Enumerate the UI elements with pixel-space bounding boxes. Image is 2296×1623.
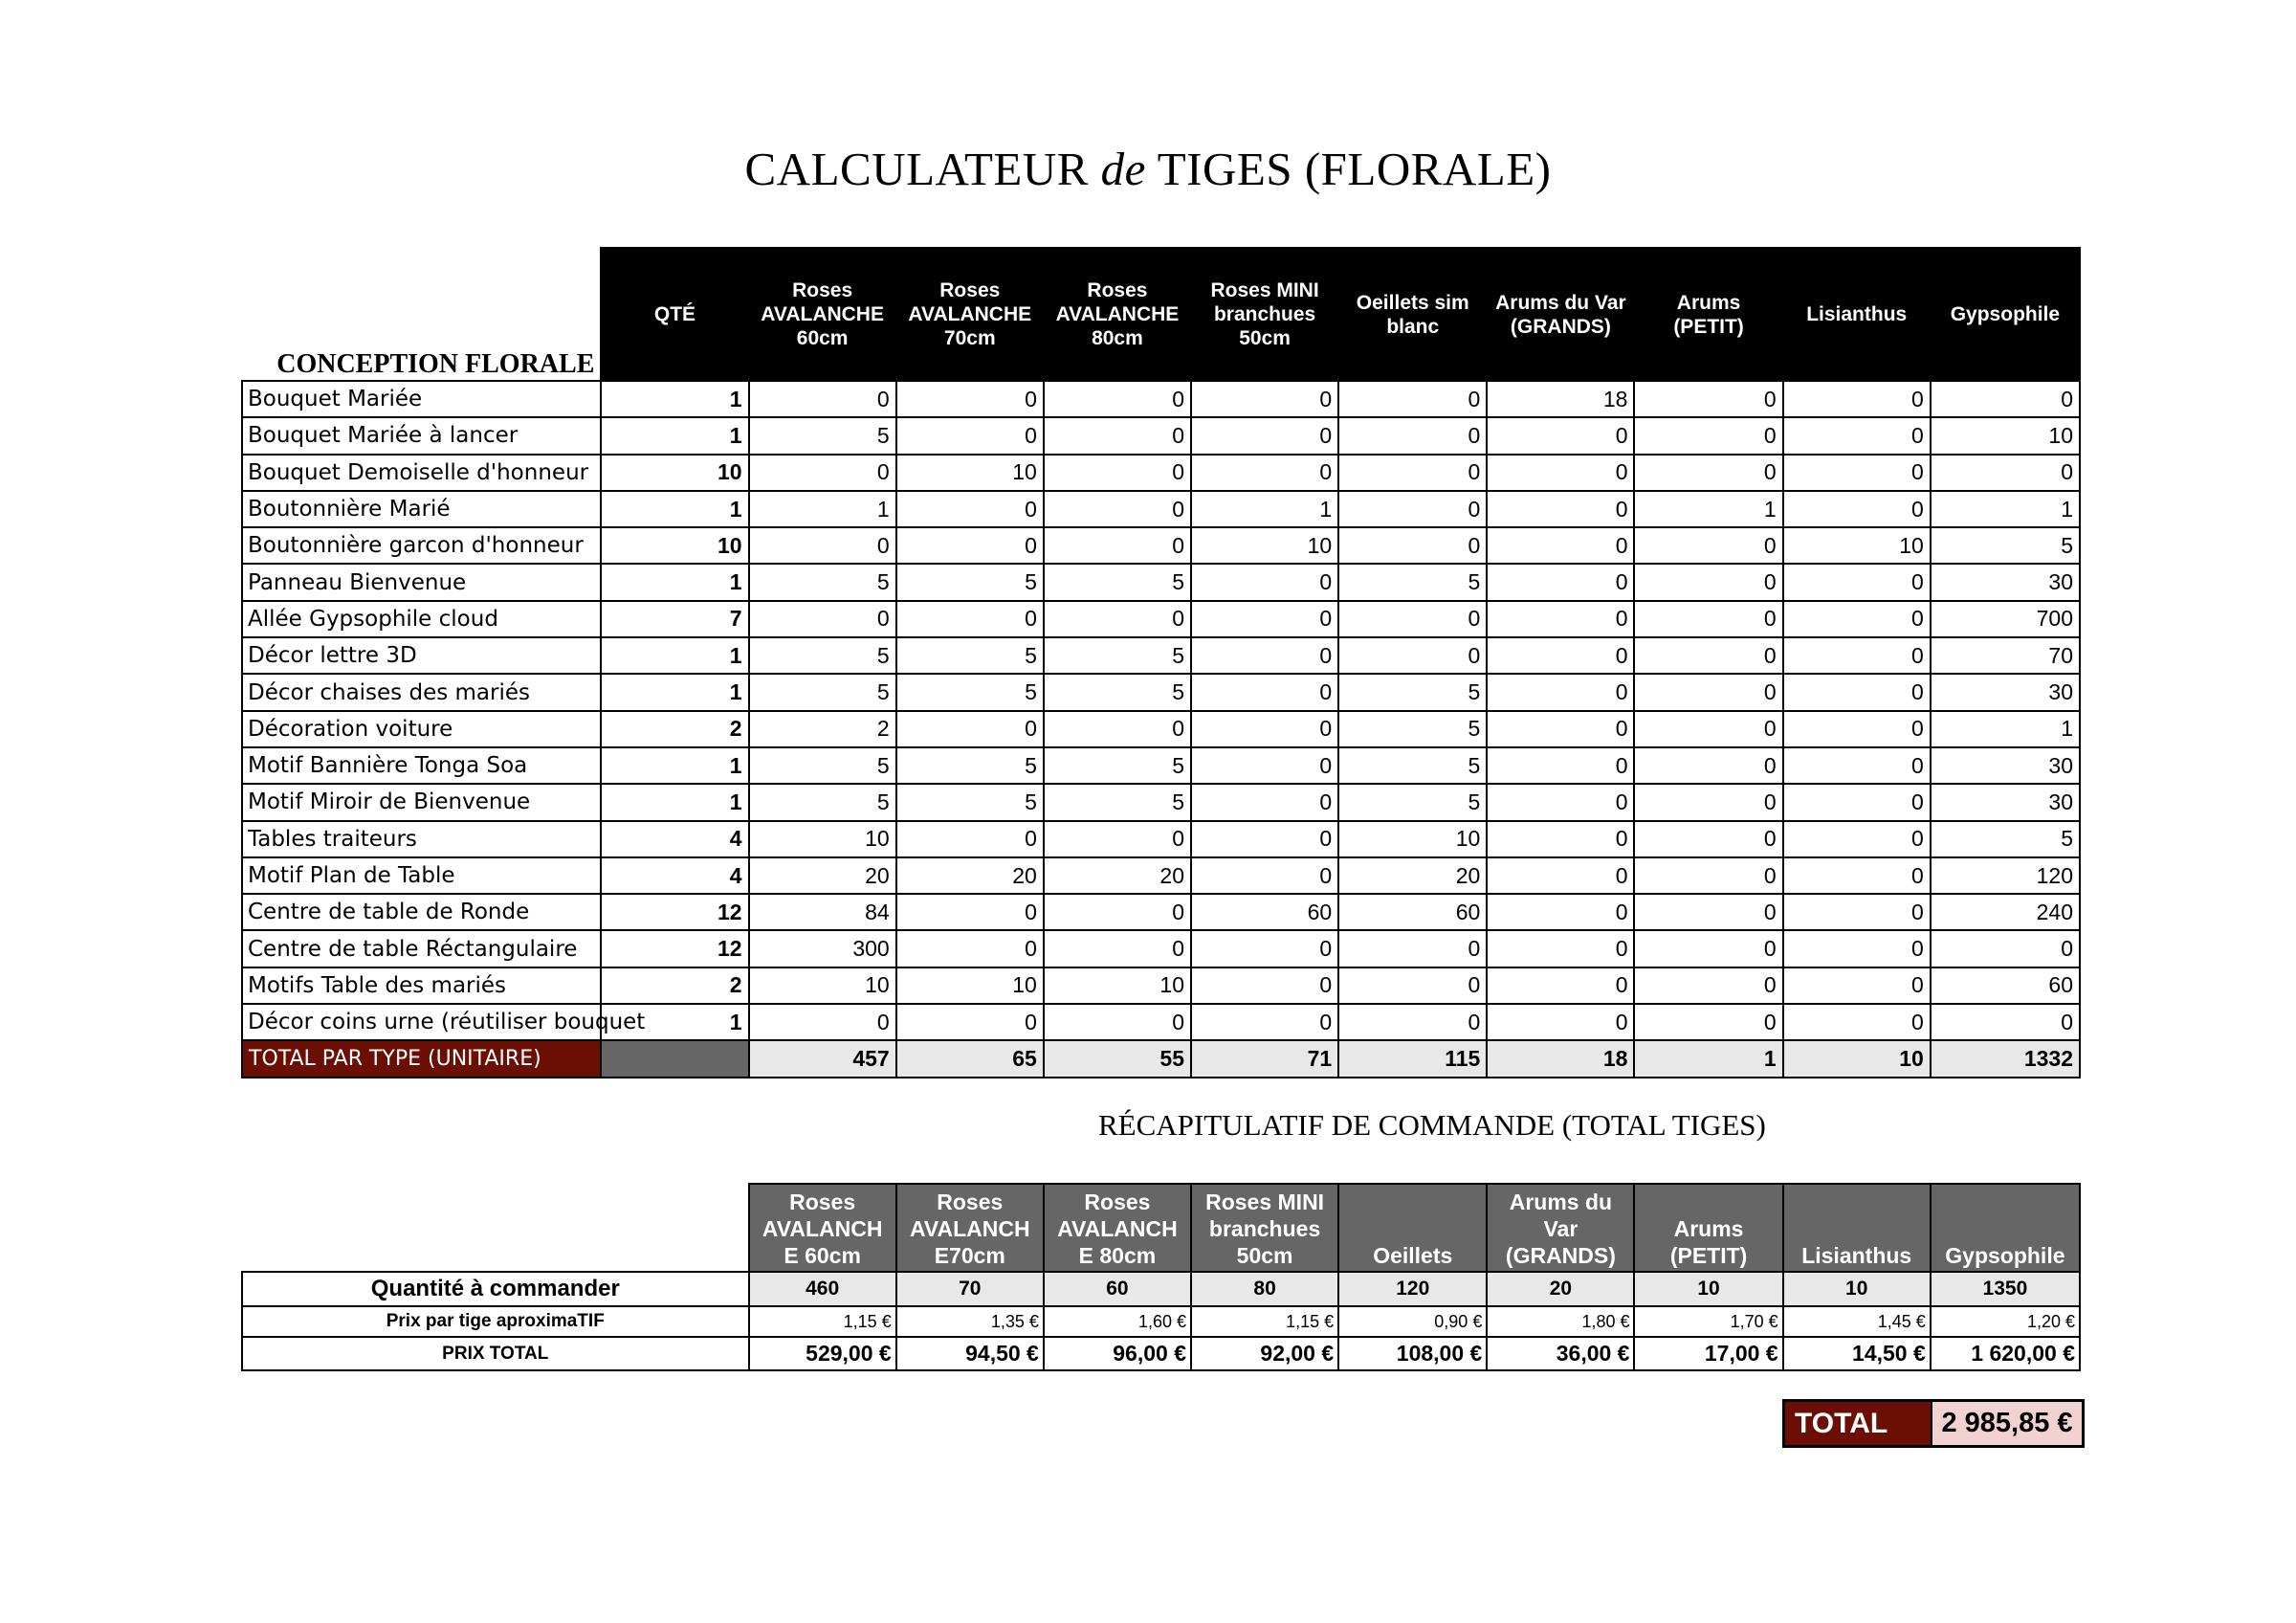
stem-count: 30 — [1931, 564, 2080, 600]
stem-count: 0 — [1783, 711, 1931, 747]
row-label: Bouquet Demoiselle d'honneur — [242, 455, 601, 491]
stem-count: 10 — [749, 967, 896, 1004]
stem-count: 84 — [749, 894, 896, 930]
stem-count: 1 — [1191, 491, 1338, 527]
total-row-label: TOTAL PAR TYPE (UNITAIRE) — [242, 1040, 601, 1077]
table-row — [242, 564, 2080, 600]
stem-count: 0 — [1783, 784, 1931, 820]
stem-count: 0 — [1191, 417, 1338, 454]
stem-count: 5 — [1338, 747, 1487, 784]
stem-count: 0 — [1783, 967, 1931, 1004]
stem-count: 0 — [1634, 417, 1782, 454]
unit-price: 1,70 € — [1634, 1306, 1782, 1337]
row-label: Tables traiteurs — [242, 821, 601, 857]
stem-count: 0 — [1338, 527, 1487, 564]
row-qty: 1 — [601, 784, 748, 820]
stem-count: 0 — [896, 1004, 1044, 1040]
grand-total-label: TOTAL — [1785, 1402, 1932, 1445]
summary-row-label: Quantité à commander — [242, 1272, 749, 1306]
stem-count: 0 — [1487, 857, 1634, 894]
unit-price: 1,35 € — [896, 1306, 1044, 1337]
stem-count: 60 — [1191, 894, 1338, 930]
row-label: Bouquet Mariée à lancer — [242, 417, 601, 454]
order-quantity: 460 — [749, 1272, 896, 1306]
stem-count: 5 — [896, 674, 1044, 710]
row-label: Décoration voiture — [242, 711, 601, 747]
row-qty: 7 — [601, 601, 748, 637]
row-label: Centre de table de Ronde — [242, 894, 601, 930]
summary-column-header: Gypsophile — [1931, 1184, 2080, 1272]
stems-table — [241, 247, 2081, 1078]
stem-count: 5 — [1044, 747, 1191, 784]
stem-count: 0 — [896, 527, 1044, 564]
row-label: Allée Gypsophile cloud — [242, 601, 601, 637]
stem-count: 0 — [1487, 564, 1634, 600]
row-qty: 12 — [601, 930, 748, 967]
stem-count: 10 — [1338, 821, 1487, 857]
table-row — [242, 527, 2080, 564]
summary-row-label: PRIX TOTAL — [242, 1337, 749, 1370]
stem-count: 0 — [1487, 674, 1634, 710]
summary-corner — [242, 1184, 749, 1272]
stem-count: 0 — [1634, 1004, 1782, 1040]
stem-count: 5 — [1931, 527, 2080, 564]
summary-column-header: Arums du Var (GRANDS) — [1487, 1184, 1634, 1272]
row-qty: 4 — [601, 821, 748, 857]
stem-count: 0 — [896, 821, 1044, 857]
stem-count: 20 — [749, 857, 896, 894]
row-label: Motif Miroir de Bienvenue — [242, 784, 601, 820]
stem-count: 0 — [1191, 674, 1338, 710]
stem-count: 0 — [1487, 784, 1634, 820]
table-row — [242, 455, 2080, 491]
table-row — [242, 601, 2080, 637]
stem-count: 0 — [1783, 417, 1931, 454]
summary-column-header: Roses AVALANCH E 60cm — [749, 1184, 896, 1272]
stem-count: 0 — [1634, 674, 1782, 710]
order-quantity: 10 — [1634, 1272, 1782, 1306]
order-quantity: 20 — [1487, 1272, 1634, 1306]
stem-count: 0 — [896, 491, 1044, 527]
stem-count: 1 — [1931, 491, 2080, 527]
row-qty: 4 — [601, 857, 748, 894]
row-label: Boutonnière garcon d'honneur — [242, 527, 601, 564]
unit-price: 1,20 € — [1931, 1306, 2080, 1337]
table-row — [242, 857, 2080, 894]
stem-count: 5 — [1338, 674, 1487, 710]
stem-count: 10 — [896, 455, 1044, 491]
stem-count: 0 — [1044, 821, 1191, 857]
stem-count: 0 — [749, 455, 896, 491]
row-qty: 10 — [601, 455, 748, 491]
row-label: Décor lettre 3D — [242, 637, 601, 674]
stem-count: 0 — [896, 381, 1044, 417]
stem-count: 0 — [1634, 381, 1782, 417]
stem-count: 5 — [749, 784, 896, 820]
row-label: Centre de table Réctangulaire — [242, 930, 601, 967]
stem-count: 5 — [749, 674, 896, 710]
stem-count: 0 — [1931, 381, 2080, 417]
stem-count: 0 — [1487, 491, 1634, 527]
table-row — [242, 674, 2080, 710]
stem-count: 0 — [1044, 930, 1191, 967]
stem-count: 0 — [1634, 455, 1782, 491]
unit-price: 1,15 € — [749, 1306, 896, 1337]
stem-count: 0 — [1783, 747, 1931, 784]
stem-count: 0 — [1191, 637, 1338, 674]
stem-count: 0 — [1044, 527, 1191, 564]
price-total: 14,50 € — [1783, 1337, 1931, 1370]
row-label: Motif Bannière Tonga Soa — [242, 747, 601, 784]
summary-title: RÉCAPITULATIF DE COMMANDE (TOTAL TIGES) — [1098, 1108, 1766, 1142]
stem-count: 2 — [749, 711, 896, 747]
stem-count: 0 — [1191, 821, 1338, 857]
stem-count: 0 — [896, 601, 1044, 637]
column-header: Arums (PETIT) — [1634, 248, 1782, 381]
table-row — [242, 381, 2080, 417]
stem-count: 18 — [1487, 381, 1634, 417]
stem-count: 0 — [1338, 381, 1487, 417]
stem-count: 0 — [1044, 491, 1191, 527]
stem-count: 5 — [749, 417, 896, 454]
order-quantity: 80 — [1191, 1272, 1338, 1306]
stem-count: 0 — [749, 1004, 896, 1040]
table-row — [242, 784, 2080, 820]
row-label: Panneau Bienvenue — [242, 564, 601, 600]
type-total: 1 — [1634, 1040, 1782, 1077]
row-qty: 12 — [601, 894, 748, 930]
column-header: Roses MINI branchues 50cm — [1191, 248, 1338, 381]
column-header: Roses AVALANCHE 80cm — [1044, 248, 1191, 381]
row-label: Motifs Table des mariés — [242, 967, 601, 1004]
stem-count: 0 — [1487, 455, 1634, 491]
stem-count: 0 — [1783, 857, 1931, 894]
grand-total — [1782, 1399, 2085, 1448]
row-qty: 1 — [601, 381, 748, 417]
unit-price: 1,60 € — [1044, 1306, 1191, 1337]
stem-count: 0 — [1634, 967, 1782, 1004]
stem-count: 0 — [1191, 784, 1338, 820]
stem-count: 0 — [1338, 637, 1487, 674]
stem-count: 5 — [749, 564, 896, 600]
stem-count: 0 — [1783, 894, 1931, 930]
stem-count: 0 — [1487, 930, 1634, 967]
stem-count: 0 — [896, 417, 1044, 454]
stem-count: 0 — [1634, 527, 1782, 564]
stem-count: 20 — [896, 857, 1044, 894]
stem-count: 0 — [1783, 1004, 1931, 1040]
row-qty: 1 — [601, 564, 748, 600]
stem-count: 0 — [749, 601, 896, 637]
row-label: Décor coins urne (réutiliser bouquet — [242, 1004, 601, 1040]
stem-count: 5 — [896, 637, 1044, 674]
stem-count: 0 — [1634, 637, 1782, 674]
type-total: 71 — [1191, 1040, 1338, 1077]
stem-count: 0 — [1783, 821, 1931, 857]
stem-count: 1 — [1634, 491, 1782, 527]
stem-count: 0 — [1191, 564, 1338, 600]
order-quantity: 70 — [896, 1272, 1044, 1306]
stem-count: 0 — [1044, 601, 1191, 637]
summary-header-row — [242, 1184, 2080, 1272]
table-row — [242, 711, 2080, 747]
type-total: 457 — [749, 1040, 896, 1077]
stem-count: 0 — [1191, 857, 1338, 894]
stem-count: 60 — [1338, 894, 1487, 930]
table-row — [242, 967, 2080, 1004]
stem-count: 5 — [896, 747, 1044, 784]
stem-count: 0 — [1191, 455, 1338, 491]
price-row — [242, 1306, 2080, 1337]
table-row — [242, 417, 2080, 454]
summary-row-label: Prix par tige aproximaTIF — [242, 1306, 749, 1337]
stem-count: 0 — [1634, 894, 1782, 930]
table-row — [242, 637, 2080, 674]
stem-count: 0 — [1338, 455, 1487, 491]
stem-count: 0 — [749, 381, 896, 417]
stem-count: 0 — [1338, 601, 1487, 637]
stem-count: 10 — [1191, 527, 1338, 564]
stem-count: 0 — [1783, 637, 1931, 674]
stem-count: 1 — [1931, 711, 2080, 747]
stem-count: 0 — [1931, 930, 2080, 967]
stem-count: 0 — [1783, 491, 1931, 527]
grand-total-value: 2 985,85 € — [1932, 1402, 2082, 1445]
stem-count: 20 — [1338, 857, 1487, 894]
stem-count: 0 — [1191, 930, 1338, 967]
stem-count: 0 — [1044, 455, 1191, 491]
stem-count: 5 — [1931, 821, 2080, 857]
price-total: 92,00 € — [1191, 1337, 1338, 1370]
table-row — [242, 1004, 2080, 1040]
stem-count: 0 — [749, 527, 896, 564]
type-total: 1332 — [1931, 1040, 2080, 1077]
column-header: Roses AVALANCHE 70cm — [896, 248, 1044, 381]
stem-count: 0 — [1044, 894, 1191, 930]
order-quantity: 1350 — [1931, 1272, 2080, 1306]
stem-count: 5 — [749, 637, 896, 674]
stem-count: 0 — [1487, 1004, 1634, 1040]
type-total: 115 — [1338, 1040, 1487, 1077]
stem-count: 0 — [1191, 747, 1338, 784]
stem-count: 5 — [1044, 674, 1191, 710]
total-row — [242, 1040, 2080, 1077]
unit-price: 0,90 € — [1338, 1306, 1487, 1337]
stem-count: 700 — [1931, 601, 2080, 637]
unit-price: 1,15 € — [1191, 1306, 1338, 1337]
row-qty: 1 — [601, 1004, 748, 1040]
row-qty: 2 — [601, 711, 748, 747]
stem-count: 60 — [1931, 967, 2080, 1004]
order-quantity: 60 — [1044, 1272, 1191, 1306]
total-qty-empty — [601, 1040, 748, 1077]
stem-count: 0 — [1634, 784, 1782, 820]
order-quantity: 10 — [1783, 1272, 1931, 1306]
stem-count: 0 — [1487, 637, 1634, 674]
stem-count: 0 — [1044, 711, 1191, 747]
row-qty: 1 — [601, 637, 748, 674]
row-label: Décor chaises des mariés — [242, 674, 601, 710]
column-header: QTÉ — [601, 248, 748, 381]
row-label: Bouquet Mariée — [242, 381, 601, 417]
stem-count: 0 — [1783, 564, 1931, 600]
stem-count: 0 — [1487, 711, 1634, 747]
stem-count: 0 — [1191, 381, 1338, 417]
table-row — [242, 747, 2080, 784]
summary-column-header: Lisianthus — [1783, 1184, 1931, 1272]
stem-count: 5 — [896, 564, 1044, 600]
stem-count: 0 — [1487, 417, 1634, 454]
row-label: Motif Plan de Table — [242, 857, 601, 894]
type-total: 55 — [1044, 1040, 1191, 1077]
stem-count: 300 — [749, 930, 896, 967]
stem-count: 0 — [1931, 455, 2080, 491]
price-total: 1 620,00 € — [1931, 1337, 2080, 1370]
column-header: Gypsophile — [1931, 248, 2080, 381]
order-summary-table — [241, 1183, 2081, 1371]
stem-count: 0 — [1783, 674, 1931, 710]
stem-count: 10 — [749, 821, 896, 857]
stem-count: 0 — [1487, 967, 1634, 1004]
price-total: 529,00 € — [749, 1337, 896, 1370]
stem-count: 0 — [896, 894, 1044, 930]
column-header: Roses AVALANCHE 60cm — [749, 248, 896, 381]
stem-count: 0 — [896, 930, 1044, 967]
price-total: 108,00 € — [1338, 1337, 1487, 1370]
stem-count: 5 — [1044, 784, 1191, 820]
price-total: 96,00 € — [1044, 1337, 1191, 1370]
stem-count: 5 — [896, 784, 1044, 820]
stem-count: 0 — [1783, 455, 1931, 491]
column-header: Lisianthus — [1783, 248, 1931, 381]
price-total-row — [242, 1337, 2080, 1370]
stem-count: 120 — [1931, 857, 2080, 894]
summary-column-header: Roses AVALANCH E70cm — [896, 1184, 1044, 1272]
type-total: 65 — [896, 1040, 1044, 1077]
page-title: CALCULATEUR de TIGES (FLORALE) — [744, 143, 1552, 195]
stem-count: 5 — [1338, 784, 1487, 820]
stem-count: 70 — [1931, 637, 2080, 674]
column-header: Arums du Var (GRANDS) — [1487, 248, 1634, 381]
stem-count: 10 — [1044, 967, 1191, 1004]
stem-count: 0 — [1338, 417, 1487, 454]
stem-count: 0 — [1338, 967, 1487, 1004]
stem-count: 0 — [1931, 1004, 2080, 1040]
stem-count: 240 — [1931, 894, 2080, 930]
row-qty: 1 — [601, 747, 748, 784]
stem-count: 0 — [1487, 527, 1634, 564]
type-total: 18 — [1487, 1040, 1634, 1077]
row-qty: 1 — [601, 417, 748, 454]
column-header: Oeillets sim blanc — [1338, 248, 1487, 381]
row-qty: 1 — [601, 674, 748, 710]
table-row — [242, 930, 2080, 967]
stem-count: 0 — [1634, 711, 1782, 747]
stem-count: 0 — [1191, 601, 1338, 637]
table-row — [242, 821, 2080, 857]
stem-count: 5 — [1338, 564, 1487, 600]
stem-count: 5 — [749, 747, 896, 784]
table-row — [242, 491, 2080, 527]
row-qty: 10 — [601, 527, 748, 564]
stem-count: 0 — [1634, 747, 1782, 784]
stem-count: 30 — [1931, 784, 2080, 820]
stem-count: 0 — [1634, 601, 1782, 637]
stem-count: 0 — [1338, 1004, 1487, 1040]
stem-count: 0 — [1487, 821, 1634, 857]
stem-count: 0 — [1783, 381, 1931, 417]
stem-count: 0 — [1634, 930, 1782, 967]
stem-count: 5 — [1338, 711, 1487, 747]
unit-price: 1,45 € — [1783, 1306, 1931, 1337]
stem-count: 0 — [1191, 1004, 1338, 1040]
row-qty: 1 — [601, 491, 748, 527]
header-row — [242, 248, 2080, 381]
stem-count: 1 — [749, 491, 896, 527]
quantity-row — [242, 1272, 2080, 1306]
unit-price: 1,80 € — [1487, 1306, 1634, 1337]
price-total: 17,00 € — [1634, 1337, 1782, 1370]
stem-count: 0 — [1044, 417, 1191, 454]
summary-column-header: Roses AVALANCH E 80cm — [1044, 1184, 1191, 1272]
type-total: 10 — [1783, 1040, 1931, 1077]
stem-count: 0 — [1191, 967, 1338, 1004]
table-row — [242, 894, 2080, 930]
stem-count: 10 — [1783, 527, 1931, 564]
stem-count: 0 — [1487, 601, 1634, 637]
stem-count: 0 — [1338, 930, 1487, 967]
stem-count: 0 — [1044, 381, 1191, 417]
row-qty: 2 — [601, 967, 748, 1004]
stem-count: 5 — [1044, 564, 1191, 600]
stem-count: 30 — [1931, 747, 2080, 784]
stem-count: 0 — [1191, 711, 1338, 747]
summary-column-header: Roses MINI branchues 50cm — [1191, 1184, 1338, 1272]
summary-column-header: Arums (PETIT) — [1634, 1184, 1782, 1272]
stem-count: 10 — [896, 967, 1044, 1004]
stem-count: 0 — [1783, 601, 1931, 637]
stem-count: 20 — [1044, 857, 1191, 894]
stem-count: 0 — [1634, 857, 1782, 894]
stem-count: 10 — [1931, 417, 2080, 454]
stem-count: 0 — [1634, 564, 1782, 600]
stem-count: 0 — [1634, 821, 1782, 857]
section-label: CONCEPTION FLORALE — [242, 248, 601, 381]
order-quantity: 120 — [1338, 1272, 1487, 1306]
stem-count: 0 — [1044, 1004, 1191, 1040]
price-total: 94,50 € — [896, 1337, 1044, 1370]
stem-count: 0 — [1487, 894, 1634, 930]
price-total: 36,00 € — [1487, 1337, 1634, 1370]
stem-count: 5 — [1044, 637, 1191, 674]
stem-count: 0 — [1338, 491, 1487, 527]
stem-count: 30 — [1931, 674, 2080, 710]
stem-count: 0 — [1783, 930, 1931, 967]
summary-column-header: Oeillets — [1338, 1184, 1487, 1272]
row-label: Boutonnière Marié — [242, 491, 601, 527]
stem-count: 0 — [896, 711, 1044, 747]
stem-count: 0 — [1487, 747, 1634, 784]
